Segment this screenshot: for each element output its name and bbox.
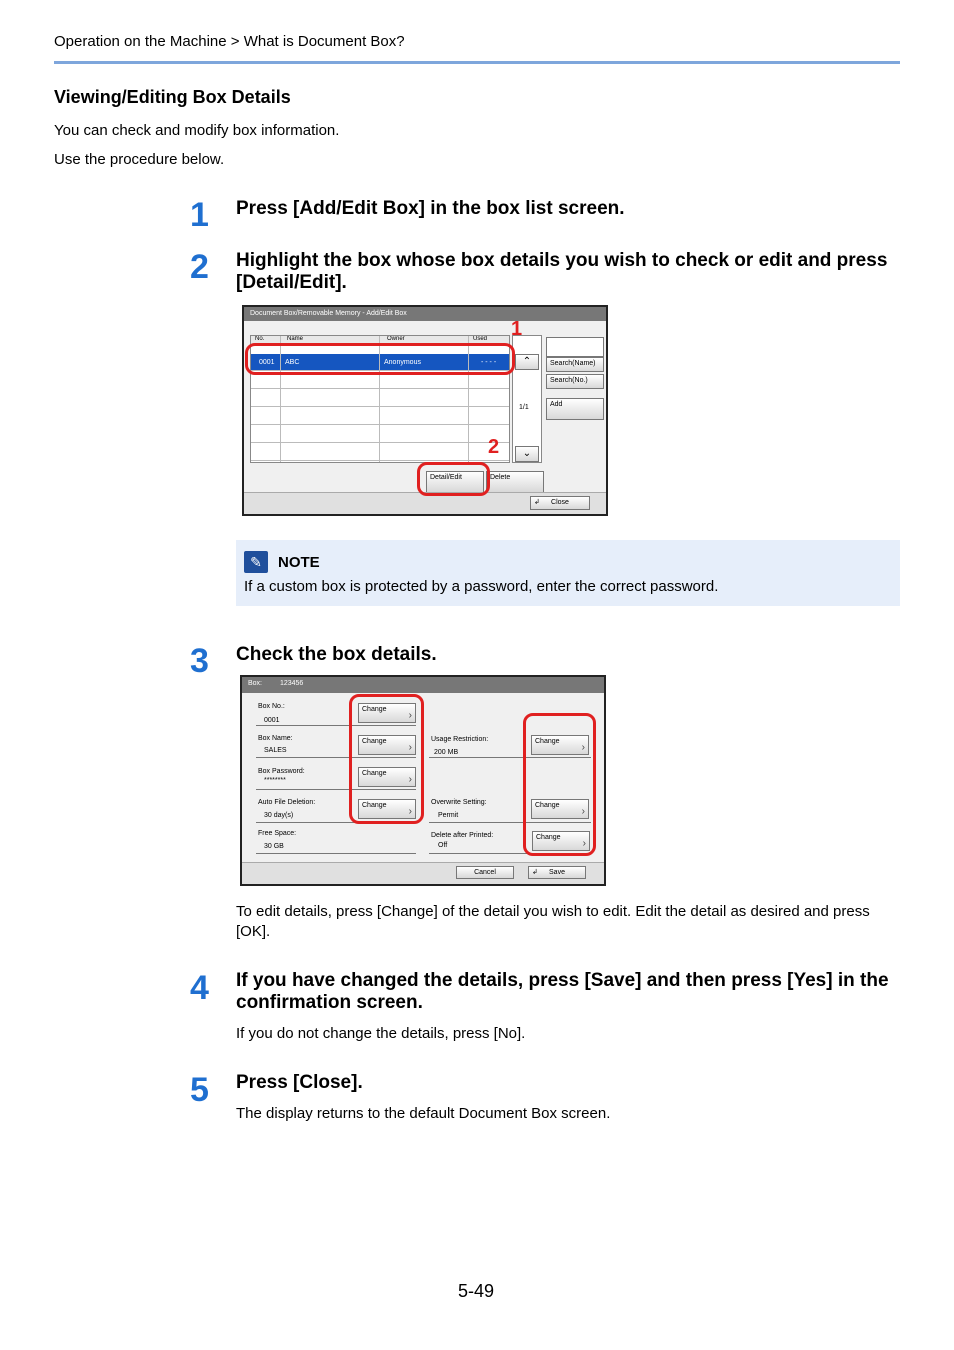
change-box-password-button[interactable]: Change › — [358, 767, 416, 787]
chevron-up-icon: ⌃ — [522, 356, 532, 367]
change-usage-restriction-button[interactable]: Change › — [531, 735, 589, 755]
step-5-title: Press [Close]. — [236, 1072, 363, 1093]
chevron-right-icon: › — [408, 742, 412, 753]
box-name-value: SALES — [264, 747, 287, 754]
box-detail-footer — [242, 862, 604, 884]
box-password-value: ******** — [264, 777, 286, 784]
highlight-marker-2 — [417, 462, 490, 496]
box-detail-header — [242, 677, 604, 693]
step-3-text: To edit details, press [Change] of the detail you wish to edit. Edit the detail as desired and press [OK]. — [236, 903, 870, 940]
step-1-number: 1 — [190, 196, 209, 234]
row-no: 0001 — [259, 359, 275, 366]
chevron-right-icon: › — [408, 774, 412, 785]
table-row[interactable] — [251, 390, 509, 407]
step-1-title: Press [Add/Edit Box] in the box list screen. — [236, 198, 625, 219]
auto-file-deletion-value: 30 day(s) — [264, 812, 294, 819]
auto-file-deletion-label: Auto File Deletion: — [258, 799, 316, 806]
step-3-title: Check the box details. — [236, 644, 437, 665]
change-box-name-button[interactable]: Change › — [358, 735, 416, 755]
change-overwrite-setting-button[interactable]: Change › — [531, 799, 589, 819]
usage-restriction-label: Usage Restriction: — [431, 736, 489, 743]
note-icon: ✎ — [244, 551, 268, 573]
page-number: 5-49 — [458, 1281, 495, 1301]
breadcrumb: Operation on the Machine > What is Document Box? — [54, 33, 405, 50]
search-no-button[interactable]: Search(No.) — [546, 374, 604, 389]
row-owner: Anonymous — [384, 359, 421, 366]
intro-text-2: Use the procedure below. — [54, 151, 225, 168]
close-label: Close — [551, 499, 569, 506]
delete-button[interactable]: Delete — [486, 471, 544, 493]
chevron-right-icon: › — [408, 806, 412, 817]
list-scrollbar[interactable] — [512, 335, 542, 463]
col-owner[interactable]: Owner — [387, 336, 405, 342]
col-used[interactable]: Used — [473, 336, 488, 342]
marker-1-label: 1 — [511, 318, 523, 340]
box-header-label: Box: — [248, 680, 263, 687]
enter-icon: ↲ — [534, 499, 540, 506]
step-4-title: If you have changed the details, press [Save] and then press [Yes] in the confirmation screen. — [236, 970, 889, 1013]
step-2-number: 2 — [190, 248, 209, 286]
intro-text-1: You can check and modify box information. — [54, 122, 340, 139]
step-5-number: 5 — [190, 1071, 209, 1109]
save-button[interactable] — [528, 866, 586, 879]
step-4-number: 4 — [190, 969, 209, 1007]
cancel-button[interactable]: Cancel — [456, 866, 514, 879]
delete-after-printed-value: Off — [438, 842, 448, 849]
step-2-title: Highlight the box whose box details you wish to check or edit and press [Detail/Edit]. — [236, 250, 888, 293]
chevron-right-icon: › — [582, 838, 586, 849]
table-row[interactable] — [251, 408, 509, 425]
highlight-left-change-buttons — [349, 694, 424, 824]
highlight-right-change-buttons — [523, 713, 596, 856]
box-list-header: Document Box/Removable Memory - Add/Edit Box — [244, 307, 606, 321]
step-4-text: If you do not change the details, press [No]. — [236, 1025, 526, 1042]
overwrite-setting-label: Overwrite Setting: — [431, 799, 487, 806]
marker-2-label: 2 — [488, 436, 500, 458]
table-row[interactable] — [251, 444, 509, 461]
section-title: Viewing/Editing Box Details — [54, 87, 291, 107]
note-title: NOTE — [278, 554, 320, 571]
step-3-number: 3 — [190, 642, 209, 680]
box-header-value: 123456 — [279, 680, 304, 687]
scroll-down-button[interactable] — [515, 446, 539, 462]
add-button[interactable]: Add — [546, 398, 604, 420]
chevron-right-icon: › — [408, 710, 412, 721]
chevron-right-icon: › — [581, 806, 585, 817]
search-name-button[interactable]: Search(Name) — [546, 357, 604, 372]
search-field[interactable] — [546, 337, 604, 357]
free-space-label: Free Space: — [258, 830, 297, 837]
box-no-value: 0001 — [264, 717, 280, 724]
box-name-label: Box Name: — [258, 735, 293, 742]
note-text: If a custom box is protected by a password, enter the correct password. — [244, 578, 719, 595]
table-row[interactable] — [251, 426, 509, 443]
chevron-right-icon: › — [581, 742, 585, 753]
enter-icon: ↲ — [532, 869, 538, 876]
note-box — [236, 540, 900, 606]
usage-restriction-value: 200 MB — [434, 749, 459, 756]
step-5-text: The display returns to the default Document Box screen. — [236, 1105, 611, 1122]
close-button[interactable] — [530, 496, 590, 510]
field-divider — [256, 853, 416, 854]
row-used: - - - - — [481, 359, 497, 366]
detail-edit-button[interactable]: Detail/Edit — [426, 471, 484, 493]
box-no-label: Box No.: — [258, 703, 285, 710]
col-no[interactable]: No. — [255, 336, 265, 342]
scroll-up-button[interactable] — [515, 354, 539, 370]
row-name: ABC — [285, 359, 300, 366]
overwrite-setting-value: Permit — [438, 812, 459, 819]
box-password-label: Box Password: — [258, 768, 305, 775]
change-delete-after-printed-button[interactable]: Change › — [532, 831, 590, 851]
free-space-value: 30 GB — [264, 843, 284, 850]
header-rule — [54, 61, 900, 64]
change-box-no-button[interactable]: Change › — [358, 703, 416, 723]
chevron-down-icon: ⌄ — [522, 448, 532, 459]
delete-after-printed-label: Delete after Printed: — [431, 832, 494, 839]
page-indicator: 1/1 — [519, 404, 529, 411]
highlight-marker-1 — [245, 343, 515, 375]
save-label: Save — [549, 869, 565, 876]
change-auto-file-deletion-button[interactable]: Change › — [358, 799, 416, 819]
col-name[interactable]: Name — [287, 336, 304, 342]
